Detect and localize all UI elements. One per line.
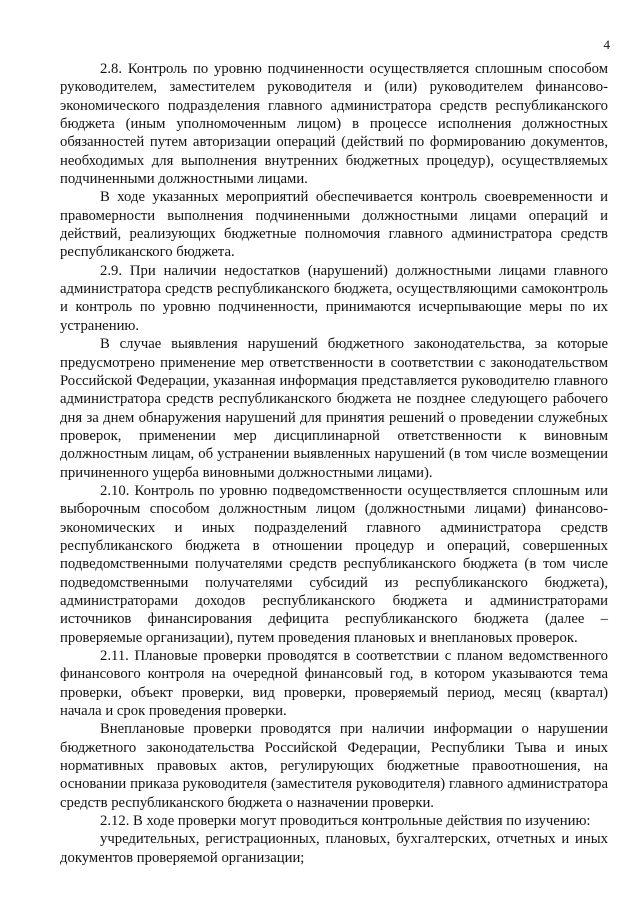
paragraph-2-11-unscheduled: Внеплановые проверки проводятся при наличии информации о нарушении бюджетного законодательства Российской Федерации, Республики Тыва и иных нормативных правовых актов, регулирующих бюджетные правоотношения, на основании приказа руководителя (заместителя руководителя) главного администратора средств республиканского бюджета о назначении проверки.	[60, 721, 608, 811]
paragraph-2-12: 2.12. В ходе проверки могут проводиться контрольные действия по изучению:	[100, 813, 591, 830]
paragraph-2-11: 2.11. Плановые проверки проводятся в соответствии с планом ведомственного финансового контроля на очередной финансовый год, в котором указываются тема проверки, объект проверки, вид проверки, проверяемый период, месяц (квартал) начала и срок проведения проверки.	[60, 648, 608, 720]
paragraph-2-10: 2.10. Контроль по уровню подведомственности осуществляется сплошным или выборочным способом должностным лицом (должностными лицами) финансово-экономических и иных подразделений главного администратора средств республиканского бюджета в отношении процедур и операций, совершенных подведомственными получателями средств республиканского бюджета (в том числе подведомственными получателями субсидий из республиканского бюджета), администраторами доходов республиканского бюджета и администраторами источников финансирования дефицита республиканского бюджета (далее – проверяемые организации), путем проведения плановых и внеплановых проверок.	[60, 482, 608, 646]
document-body	[60, 60, 608, 867]
paragraph-2-9: 2.9. При наличии недостатков (нарушений) должностными лицами главного администратора средств республиканского бюджета, осуществляющими самоконтроль и контроль по уровню подчиненности, принимаются исчерпывающие меры по их устранению.	[60, 262, 608, 334]
paragraph-2-9-violations: В случае выявления нарушений бюджетного законодательства, за которые предусмотрено применение мер ответственности в соответствии с законодательством Российской Федерации, указанная информация представляется руководителю главного администратора средств республиканского бюджета не позднее следующего рабочего дня за днем обнаружения нарушений для принятия решений о проведении служебных проверок, применении мер дисциплинарной ответственности к виновным должностным лицам, об устранении выявленных нарушений (в том числе возмещении причиненного ущерба виновными должностными лицами).	[60, 336, 608, 481]
paragraph-2-8-control: В ходе указанных мероприятий обеспечивается контроль своевременности и правомерности выполнения подчиненными должностными лицами операций и действий, реализующих бюджетные полномочия главного администратора средств республиканского бюджета.	[60, 189, 608, 261]
page-number: 4	[603, 37, 610, 52]
paragraph-2-8: 2.8. Контроль по уровню подчиненности осуществляется сплошным способом руководителем, заместителем руководителя и (или) руководителем финансово-экономического подразделения главного администратора средств республиканского бюджета (иным уполномоченным лицом) в процессе исполнения должностных обязанностей путем авторизации операций (действий по формированию документов, необходимых для выполнения внутренних бюджетных процедур), осуществляемых подчиненными должностными лицами.	[60, 61, 608, 188]
paragraph-2-12-documents: учредительных, регистрационных, плановых, бухгалтерских, отчетных и иных документов проверяемой организации;	[60, 831, 608, 866]
